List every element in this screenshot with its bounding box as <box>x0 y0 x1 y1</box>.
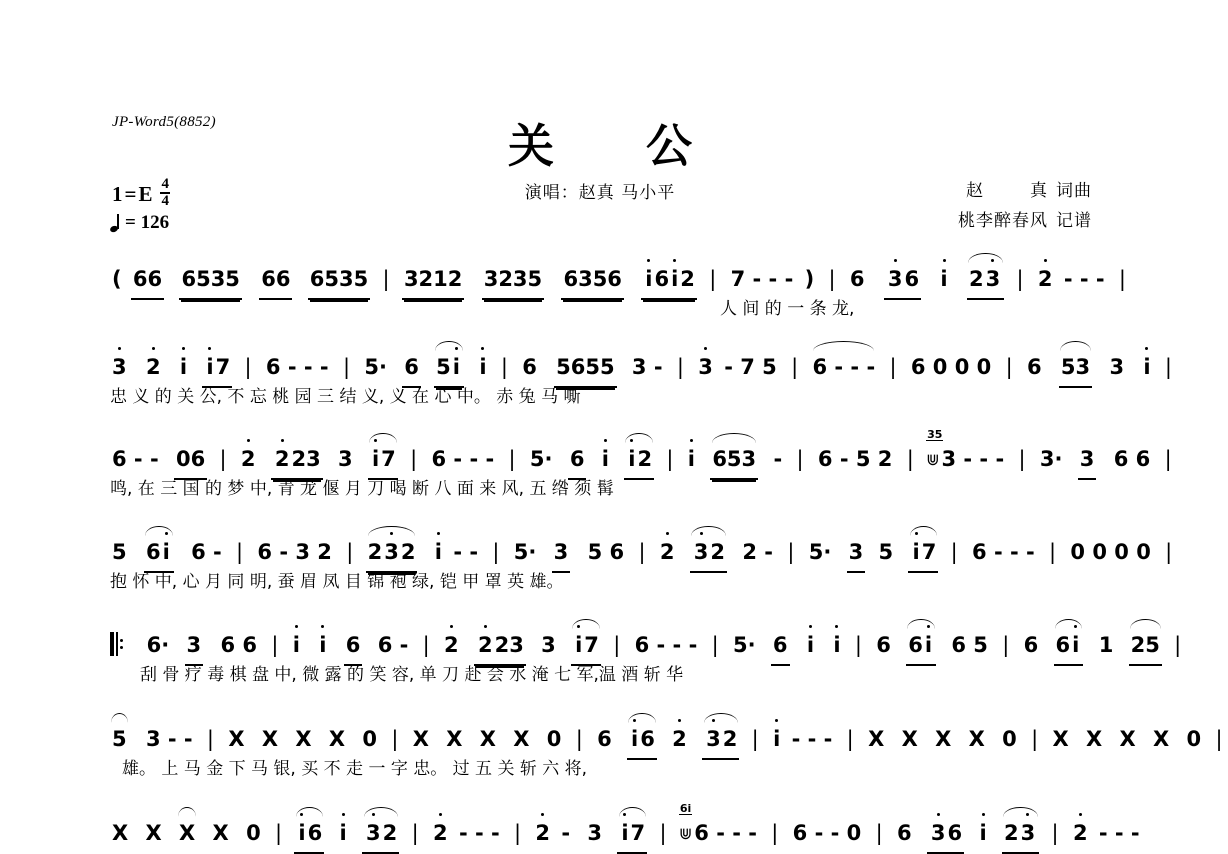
note: 66 <box>259 262 292 300</box>
note: X <box>868 727 885 751</box>
note: 6 <box>402 350 421 388</box>
barline: | <box>889 355 897 379</box>
composer-name-2: 真 <box>1030 181 1048 201</box>
lyric-line-2: 忠 义 的 关 公, 不 忘 桃 园 三 结 义, 义 在 心 中。 赤 兔 马 嘶 <box>110 387 581 407</box>
barline: | <box>1118 267 1126 291</box>
barline: | <box>1002 633 1010 657</box>
note: 06 <box>174 442 207 480</box>
segno-marker-2 <box>678 802 759 852</box>
note-line-3 <box>110 428 1172 476</box>
note: 3 <box>587 821 603 845</box>
barline: | <box>244 355 252 379</box>
note: 6 <box>771 628 790 666</box>
note: i7 <box>368 442 398 480</box>
note: X <box>1153 727 1170 751</box>
note: 6i <box>1054 628 1084 666</box>
note: - 7 5 <box>724 355 777 379</box>
note: - - - <box>1098 821 1140 845</box>
note: 3 <box>552 535 571 573</box>
note: i <box>686 442 697 476</box>
note: 2 <box>1071 816 1090 850</box>
lyric-line-6: 雄。 上 马 金 下 马 银, 买 不 走 一 字 忠。 过 五 关 斩 六 将, <box>122 759 588 779</box>
note: 6535 <box>179 262 241 300</box>
music-system-5 <box>110 628 1182 688</box>
music-system-7 <box>110 802 1140 850</box>
segno-number-2: 6i <box>679 802 692 815</box>
note: 3212 <box>402 262 464 300</box>
note: 3 <box>1109 355 1125 379</box>
barline: | <box>950 540 958 564</box>
barline: | <box>422 633 430 657</box>
barline: | <box>391 727 399 751</box>
note: 6 <box>597 727 612 751</box>
note: 6 <box>344 628 363 666</box>
note: 5 <box>112 540 127 564</box>
note-line-4 <box>110 535 1173 569</box>
barline: | <box>1051 821 1059 845</box>
note: 23 <box>1002 816 1039 854</box>
note: 232 <box>366 535 418 573</box>
note: 6 - - - <box>265 355 329 379</box>
barline: | <box>906 447 914 471</box>
music-system-4 <box>110 535 1173 595</box>
note: 5· <box>733 633 756 657</box>
note: 5· <box>364 355 387 379</box>
credits-block <box>958 176 1092 236</box>
note: 3 <box>696 350 715 384</box>
note: 6 <box>522 355 537 379</box>
note-line-2 <box>110 350 1172 384</box>
paren-close: ) <box>804 267 815 291</box>
key-value: E <box>138 181 153 206</box>
barline: | <box>514 821 522 845</box>
note: i <box>805 628 816 662</box>
time-signature <box>160 177 170 210</box>
note: X <box>212 821 229 845</box>
note: 3 <box>185 628 204 666</box>
barline: | <box>638 540 646 564</box>
note: 5· <box>513 540 537 564</box>
note: 6 <box>849 267 865 291</box>
segno-sign-icon-2: ⋓ <box>678 824 693 843</box>
note: X <box>479 727 496 751</box>
note: 5i <box>434 350 464 388</box>
note: 2 <box>1036 262 1055 296</box>
tempo-value: = 126 <box>125 212 170 233</box>
quarter-note-icon <box>110 215 121 232</box>
barline: | <box>791 355 799 379</box>
barline: | <box>1005 355 1013 379</box>
barline: | <box>771 821 779 845</box>
time-denominator: 4 <box>161 193 169 210</box>
note: X <box>513 727 530 751</box>
note: 32 <box>362 816 399 854</box>
barline: | <box>875 821 883 845</box>
note-line-7 <box>110 802 1140 850</box>
barline: | <box>236 540 244 564</box>
note: 653 <box>710 442 758 480</box>
barline: | <box>1049 540 1057 564</box>
note: 3· <box>1039 447 1063 471</box>
note: 6 - - - <box>694 821 757 845</box>
barline: | <box>1018 447 1026 471</box>
note: 0 0 0 0 <box>1070 540 1151 564</box>
note: 0 <box>1186 727 1202 751</box>
note: i <box>831 628 842 662</box>
document-code: JP-Word5(8852) <box>112 114 216 130</box>
note: i <box>600 442 611 476</box>
barline: | <box>659 821 667 845</box>
barline: | <box>828 267 836 291</box>
barline: | <box>1164 447 1172 471</box>
barline: | <box>346 540 354 564</box>
repeat-start-barline <box>110 632 124 656</box>
barline: | <box>1164 355 1172 379</box>
barline: | <box>382 267 390 291</box>
note: 2 <box>658 535 677 569</box>
segno-sign-icon: ⋓ <box>926 450 940 469</box>
barline: | <box>676 355 684 379</box>
note: 0 <box>1002 727 1017 751</box>
note: 3 - <box>631 355 663 379</box>
note: 223 <box>474 628 526 666</box>
lyric-line-1: 人 间 的 一 条 龙, <box>720 299 855 319</box>
barline: | <box>411 821 419 845</box>
note: i <box>317 628 328 662</box>
credit-row-composer <box>958 176 1092 206</box>
note: i7 <box>908 535 938 573</box>
note: 6 - 3 2 <box>257 540 332 564</box>
barline: | <box>787 540 795 564</box>
note: 6 - - - <box>810 350 877 384</box>
barline: | <box>206 727 214 751</box>
note: 66 <box>131 262 164 300</box>
note: 53 <box>1059 350 1092 388</box>
note: X <box>901 727 918 751</box>
barline: | <box>1016 267 1024 291</box>
note: 1 <box>1098 633 1114 657</box>
credit-row-transcriber <box>958 206 1092 236</box>
note: - - - <box>1063 267 1105 291</box>
note: X <box>145 821 162 845</box>
note: 6 - - 0 <box>792 821 862 845</box>
note: 3 - - <box>145 727 193 751</box>
barline: | <box>666 447 674 471</box>
barline: | <box>709 267 717 291</box>
barline: | <box>1215 727 1223 751</box>
note: X <box>328 727 346 751</box>
note: i <box>771 722 782 756</box>
note: 6· <box>146 633 170 657</box>
barline: | <box>854 633 862 657</box>
note: 2 <box>442 628 461 662</box>
note: 23 <box>967 262 1004 300</box>
note: X <box>295 727 312 751</box>
music-system-6 <box>110 722 1223 782</box>
note: i <box>433 535 444 569</box>
music-system-1 <box>110 262 1126 322</box>
note: i <box>338 816 349 850</box>
barline: | <box>342 355 351 379</box>
note: i <box>938 262 949 296</box>
key-equals: = <box>124 181 137 206</box>
note: 0 <box>246 821 261 845</box>
composer-name: 赵 <box>966 181 984 201</box>
barline: | <box>219 447 227 471</box>
barline: | <box>275 821 283 845</box>
note: X <box>1052 727 1069 751</box>
note: 6 - - - <box>634 633 698 657</box>
note: i <box>477 350 488 384</box>
note: 6 0 0 0 <box>910 355 992 379</box>
note: i7 <box>202 350 232 388</box>
page-title: 关 公 <box>507 119 730 173</box>
barline: | <box>796 447 804 471</box>
note: 2 <box>431 816 450 850</box>
note: 6 - 5 2 <box>817 447 893 471</box>
note: i7 <box>617 816 647 854</box>
note: 7 - - - <box>730 267 794 291</box>
note: 3 <box>541 633 556 657</box>
barline: | <box>1174 633 1182 657</box>
segno-marker <box>926 428 1006 478</box>
note: i6 <box>294 816 324 854</box>
note: 2 - <box>742 540 773 564</box>
barline: | <box>1165 540 1173 564</box>
note: 2 <box>533 816 552 850</box>
note: X <box>112 821 129 845</box>
note-line-1 <box>110 262 1126 296</box>
barline: | <box>711 633 719 657</box>
barline: | <box>1031 727 1039 751</box>
note: 223 <box>271 442 323 480</box>
note: 2 <box>144 350 163 384</box>
music-system-2 <box>110 350 1172 410</box>
note: 3 <box>1078 442 1097 480</box>
note: i7 <box>571 628 601 666</box>
note: X <box>1085 727 1103 751</box>
note: 6 <box>876 633 891 657</box>
note: 5 6 <box>587 540 625 564</box>
note: X <box>228 727 245 751</box>
note: X <box>935 727 952 751</box>
note: 5· <box>808 540 832 564</box>
note: 6 - - - <box>431 447 495 471</box>
barline: | <box>613 633 621 657</box>
note: 6 6 <box>220 633 258 657</box>
note: 25 <box>1129 628 1162 666</box>
note: 36 <box>927 816 964 854</box>
note: X <box>177 816 197 850</box>
transcriber-role: 记谱 <box>1056 211 1092 231</box>
note: - - <box>453 540 479 564</box>
transcriber-name: 桃李醉春风 <box>958 211 1048 231</box>
lyric-line-3: 鸣, 在 三 国 的 梦 中, 青 龙 偃 月 刀 喝 断 八 面 来 风, 五 绺 须 髯 <box>110 479 614 499</box>
note: 6 - <box>377 633 409 657</box>
barline: | <box>508 447 516 471</box>
note: 6356 <box>561 262 623 300</box>
paren-open: ( <box>112 267 122 291</box>
music-system-3 <box>110 428 1172 502</box>
note: 3 <box>338 447 353 471</box>
note: 6535 <box>308 262 370 300</box>
note: 6 <box>1026 355 1042 379</box>
barline: | <box>271 633 279 657</box>
note: i6 <box>627 722 657 760</box>
note: 6 <box>568 442 587 480</box>
note-line-6 <box>110 722 1223 756</box>
note: 2 <box>239 442 258 476</box>
time-numerator: 4 <box>160 177 170 194</box>
note: 6 <box>896 821 912 845</box>
note: 6 5 <box>951 633 988 657</box>
note-line-5 <box>110 628 1182 662</box>
note: 5655 <box>554 350 616 388</box>
note: X <box>968 727 985 751</box>
note: - - - <box>791 727 833 751</box>
note: - - - <box>458 821 500 845</box>
lyric-line-4: 抱 怀 中, 心 月 同 明, 蚕 眉 凤 目 锦 袍 绿, 铠 甲 罩 英 雄。 <box>110 572 564 592</box>
performers-line: 演唱：赵真 马小平 <box>524 183 676 203</box>
note: 0 <box>362 727 377 751</box>
note: 5 <box>110 722 129 756</box>
note: 3 - - - <box>941 447 1005 471</box>
note: X <box>261 727 279 751</box>
note: 32 <box>702 722 739 760</box>
barline: | <box>492 540 500 564</box>
note: 6 - <box>191 540 222 564</box>
note: i6i2 <box>641 262 697 300</box>
note: X <box>412 727 429 751</box>
note: 3235 <box>482 262 544 300</box>
note: 6 6 <box>1113 447 1151 471</box>
note: 6i <box>906 628 936 666</box>
barline: | <box>410 447 418 471</box>
composer-role: 词曲 <box>1056 181 1092 201</box>
segno-number: 35 <box>927 428 943 441</box>
barline: | <box>846 727 854 751</box>
tempo-marking <box>110 212 169 234</box>
note: 5 <box>878 540 894 564</box>
note: 2 <box>670 722 689 756</box>
note: 6 - - <box>112 447 159 471</box>
note: 6 - - - <box>972 540 1035 564</box>
note: - <box>561 821 571 845</box>
barline: | <box>575 727 583 751</box>
barline: | <box>500 355 508 379</box>
note: 36 <box>884 262 921 300</box>
key-label: 1 <box>112 181 123 206</box>
note: 6 <box>1023 633 1039 657</box>
note: 6i <box>144 535 174 573</box>
note: X <box>1119 727 1136 751</box>
note: 32 <box>690 535 727 573</box>
barline: | <box>751 727 759 751</box>
lyric-line-5: 刮 骨 疗 毒 棋 盘 中, 微 露 的 笑 容, 单 刀 赴 会 水 淹 七 军,温 酒 斩 华 <box>140 665 684 685</box>
note: i2 <box>624 442 654 480</box>
note: - <box>773 447 783 471</box>
key-signature <box>112 178 170 211</box>
note: i <box>178 350 189 384</box>
note: i <box>1141 350 1152 384</box>
note: i <box>977 816 988 850</box>
note: 0 <box>546 727 562 751</box>
note: i <box>291 628 302 662</box>
note: 3 <box>847 535 866 573</box>
note: 5· <box>529 447 553 471</box>
note: X <box>446 727 463 751</box>
note: 3 <box>110 350 129 384</box>
